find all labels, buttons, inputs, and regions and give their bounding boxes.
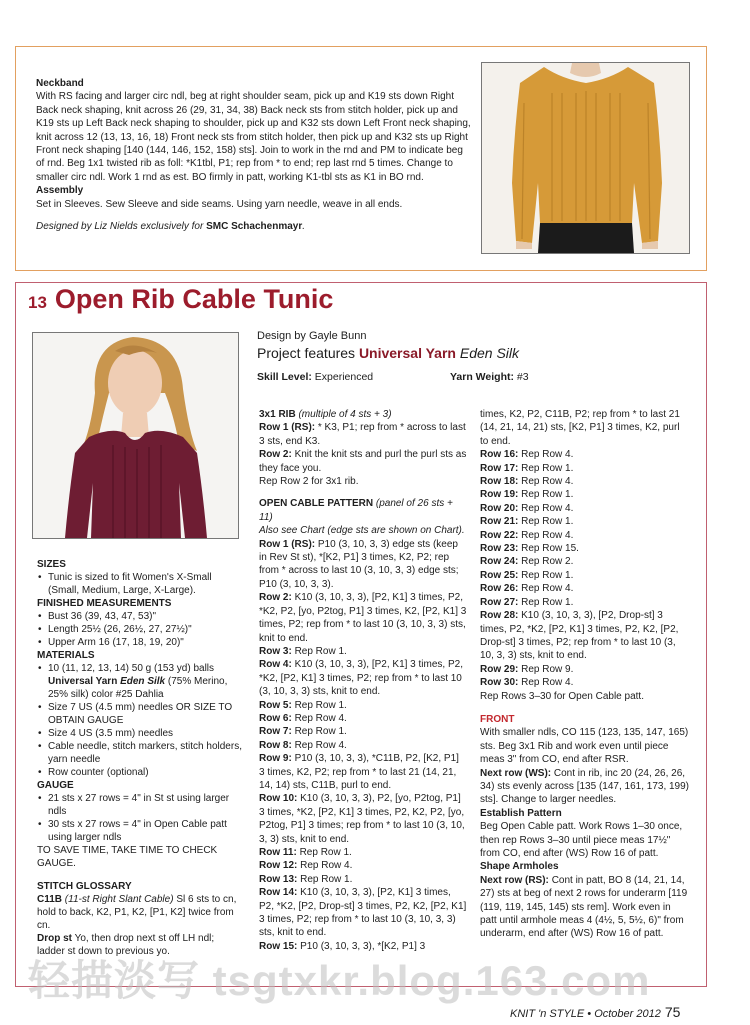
row-label: Row 28: <box>480 610 519 622</box>
c11b-desc: (11-st Right Slant Cable) <box>64 894 174 905</box>
finished-item: • Upper Arm 16 (17, 18, 19, 20)" <box>37 636 243 649</box>
row-text: Rep Row 1. <box>294 726 347 738</box>
materials-yarn-item <box>37 662 243 701</box>
page-number: 75 <box>664 1004 681 1020</box>
row-text: Rep Row 1. <box>521 569 574 581</box>
neckband-heading: Neckband <box>36 78 84 89</box>
watermark: 轻描淡写 tsgtxkr.blog.163.com <box>28 957 651 1004</box>
pattern-row <box>480 529 690 542</box>
project-product: Eden Silk <box>459 345 520 361</box>
row-text: Rep Row 1. <box>299 847 352 858</box>
credit-brand: SMC Schachenmayr <box>206 221 303 233</box>
row-text: Rep Row 1. <box>521 596 574 608</box>
row-text: Rep Row 4. <box>300 860 353 872</box>
pattern-number: 13 <box>28 293 47 312</box>
establish-pattern-heading: Establish Pattern <box>480 807 562 819</box>
row-label: Row 6: <box>259 712 292 724</box>
yarn-weight <box>450 371 529 383</box>
ocp-chart-note <box>259 524 467 537</box>
row-text: Rep Row 1. <box>521 462 574 474</box>
rib-row-1 <box>259 421 467 448</box>
row-text: Rep Row 1. <box>521 516 574 528</box>
rib-heading: 3x1 RIB <box>259 409 296 420</box>
project-brand: Universal Yarn <box>358 345 456 361</box>
row-text: K10 (3, 10, 3, 3), [P2, K1] 3 times, P2, *K2, P2, [yo, P2tog, P1] 3 times, K2, [P2, K1] 3 times, P2; rep from * to last 10 (3, 10, 3, 3) sts, knit to end. <box>259 592 467 644</box>
pattern-row <box>259 591 467 645</box>
row-text: Rep Row 4. <box>521 583 574 595</box>
ocp-note: (panel of 26 sts + 11) <box>259 498 453 523</box>
row-text: Rep Row 15. <box>521 543 579 555</box>
rib-row-text: * K3, P1; rep from * across to last 3 sts, end K3. <box>259 422 466 447</box>
yarn-brand: Universal Yarn <box>48 676 118 687</box>
assembly-paragraph: Set in Sleeves. Sew Sleeve and side seams. Using yarn needle, weave in all ends. <box>36 198 403 210</box>
skill-label: Skill Level: <box>257 371 312 383</box>
row-label: Row 14: <box>259 887 298 899</box>
rib-row-text: Knit the knit sts and purl the purl sts as they face you. <box>259 449 467 474</box>
pattern-row <box>259 538 467 592</box>
c11b-text: Sl 6 sts to cn, hold to back, K2, P1, K2, [P1, K2] twice from cn. <box>37 894 237 931</box>
pattern-row <box>480 515 690 528</box>
tunic-model-illustration <box>33 333 238 538</box>
pattern-title <box>28 284 333 315</box>
row-text: Rep Row 4. <box>294 739 347 751</box>
row-text: Rep Row 4. <box>521 449 574 461</box>
row-label: Row 9: <box>259 753 292 765</box>
next-row-text: Cont in rib, inc 20 (24, 26, 26, 34) sts evenly across [135 (147, 161, 173, 199) sts]. Change to larger needles. <box>480 767 690 806</box>
front-paragraph: With smaller ndls, CO 115 (123, 135, 147, 165) sts. Beg 3x1 Rib and work even until piece meas 3" from CO, end after RSR. <box>480 727 689 766</box>
row-label: Row 3: <box>259 645 292 657</box>
pattern-row <box>259 658 467 698</box>
pattern-row <box>480 663 690 676</box>
row-text: Rep Row 4. <box>521 502 574 514</box>
row-label: Row 1 (RS): <box>259 538 316 550</box>
neckband-paragraph: With RS facing and larger circ ndl, beg at right shoulder seam, pick up and K19 sts down Right Back neck shaping, knit across 26 (29, 31, 34, 38) Back neck sts from stitch holder, pick up and K19 sts up Left Back neck shaping to shoulder, pick up and K32 sts down Left Front neck shaping, knit across 12 (13, 13, 16, 18) Front neck sts from stitch holder, then pick up and K32 sts up Right Front neck shaping [140 (144, 146, 152, 158) sts]. Join to work in the rnd and PM to indicate beg of rnd. Beg 1x1 twisted rib as foll: *K1tbl, P1; rep from * to end; rep last rnd 5 times. Change to smaller circ ndl. Work 1 rnd as est. BO firmly in patt, working K1-tbl sts as K1 in BO rnd. <box>36 91 471 183</box>
rib-row-2 <box>259 448 467 475</box>
col2-rows <box>259 538 467 954</box>
row-label: Row 13: <box>259 873 298 885</box>
row-text: Rep Row 1. <box>294 645 347 657</box>
pattern-row <box>480 502 690 515</box>
row-text: Rep Row 1. <box>300 873 353 885</box>
row-text: Rep Row 9. <box>521 663 574 675</box>
pattern-row <box>480 582 690 595</box>
row-label: Row 18: <box>480 476 519 488</box>
next-row-ws <box>480 767 690 807</box>
neckband-section <box>15 46 707 271</box>
project-prefix: Project features <box>257 345 359 361</box>
pattern-row <box>259 645 467 658</box>
design-by: Design by Gayle Bunn <box>257 330 367 342</box>
row-text: Rep Row 1. <box>521 489 574 501</box>
row-text: K10 (3, 10, 3, 3), [P2, K1] 3 times, P2, *K2, [P2, K1] 3 times, P2; rep from * to last 10 (3, 10, 3, 3) sts, knit to end. <box>259 659 463 698</box>
row-text: P10 (3, 10, 3, 3), *[K2, P1] 3 <box>300 940 426 952</box>
finished-item: • Length 25½ (26, 26½, 27, 27½)" <box>37 623 243 636</box>
row-text: K10 (3, 10, 3, 3), [P2, Drop-st] 3 times, P2, *K2, [P2, K1] 3 times, P2, K2, [P2, Drop-st] 3 times, P2; rep from * to last 10 (3, 10, 3, 3) sts, knit to end. <box>480 610 679 662</box>
glossary-c11b <box>37 893 243 932</box>
pattern-row <box>259 699 467 712</box>
magazine-issue: KNIT 'n STYLE • October 2012 <box>510 1008 661 1020</box>
row-label: Row 11: <box>259 847 297 858</box>
row-text: Rep Row 1. <box>294 699 347 711</box>
materials-item: • Size 4 US (3.5 mm) needles <box>37 727 243 740</box>
establish-pattern-paragraph: Beg Open Cable patt. Work Rows 1–30 once, then rep Rows 3–30 until piece meas 17½" from CO, end after (WS) Row 16 of patt. <box>480 821 683 859</box>
project-features <box>257 345 519 361</box>
ocp-heading-line <box>259 497 467 524</box>
neckband-text-block <box>36 77 474 233</box>
pattern-row <box>480 609 690 663</box>
save-time-note: TO SAVE TIME, TAKE TIME TO CHECK GAUGE. <box>37 845 218 869</box>
pattern-row <box>480 542 690 555</box>
row-text: Rep Row 4. <box>521 529 574 541</box>
rib-note: (multiple of 4 sts + 3) <box>298 409 392 420</box>
row-label: Row 12: <box>259 860 298 872</box>
mustard-sweater-illustration <box>482 63 689 253</box>
row-label: Row 15: <box>259 940 298 952</box>
row-label: Row 21: <box>480 516 519 528</box>
drop-text: Yo, then drop next st off LH ndl; ladder st down to previous yo. <box>37 933 215 957</box>
skill-value: Experienced <box>314 371 374 383</box>
pattern-row <box>259 712 467 725</box>
assembly-heading: Assembly <box>36 185 84 197</box>
yarn-weight-label: Yarn Weight: <box>450 371 514 383</box>
row-label: Row 25: <box>480 569 519 581</box>
mustard-sweater-photo <box>481 62 690 254</box>
armholes-text: Cont in patt, BO 8 (14, 21, 14, 27) sts at beg of next 2 rows for underarm [119 (119, 119, 145, 145) sts rem]. Work even in patt until armhole meas 4 (4½, 5, 5½, 6)" from underarm, end after (WS) Row 16 of patt. <box>480 874 688 940</box>
yarn-product: Eden Silk <box>120 676 166 687</box>
page-footer <box>510 1004 680 1020</box>
repeat-rows-note: Rep Rows 3–30 for Open Cable patt. <box>480 690 644 702</box>
yarn-fiber: (75% Merino, 25% silk) color #25 Dahlia <box>48 676 228 700</box>
ocp-also: Also see Chart (edge sts are shown on Chart). <box>259 525 465 537</box>
pattern-row <box>259 739 467 752</box>
materials-item: • Row counter (optional) <box>37 766 243 779</box>
row-text: Rep Row 4. <box>521 677 574 689</box>
pattern-row <box>480 676 690 689</box>
pattern-row <box>259 725 467 738</box>
row-text: Rep Row 2. <box>521 556 574 568</box>
finished-measurements-heading: FINISHED MEASUREMENTS <box>37 598 172 609</box>
row-label: Row 8: <box>259 739 292 751</box>
drop-term: Drop st <box>37 933 72 944</box>
row-label: Row 29: <box>480 663 519 675</box>
pattern-row <box>480 596 690 609</box>
finished-item: • Bust 36 (39, 43, 47, 53)" <box>37 610 243 623</box>
row-text: P10 (3, 10, 3, 3) edge sts (keep in Rev St st), *[K2, P1] 3 times, K2, P2; rep from * across to last 10 (3, 10, 3, 3) edge sts; P10 (3, 10, 3, 3). <box>259 538 459 590</box>
yarn-weight-value: #3 <box>516 371 529 383</box>
credit-prefix: Designed by Liz Nields exclusively for <box>36 221 207 233</box>
gauge-item: • 21 sts x 27 rows = 4" in St st using larger ndls <box>37 792 243 818</box>
row-text: Rep Row 4. <box>521 476 574 488</box>
yarn-quantity: 10 (11, 12, 13, 14) 50 g (153 yd) balls <box>48 663 215 674</box>
c11b-term: C11B <box>37 894 63 905</box>
rib-and-pattern-column <box>259 408 467 953</box>
pattern-row <box>259 752 467 792</box>
row-label: Row 17: <box>480 462 519 474</box>
pattern-row <box>259 846 467 859</box>
gauge-item: • 30 sts x 27 rows = 4" in Open Cable patt using larger ndls <box>37 818 243 844</box>
pattern-row <box>259 859 467 872</box>
row-label: Row 26: <box>480 583 519 595</box>
row-label: Row 27: <box>480 596 519 608</box>
front-column <box>480 408 690 941</box>
row-label: Row 20: <box>480 502 519 514</box>
pattern-title-text: Open Rib Cable Tunic <box>54 284 334 314</box>
pattern-row <box>480 569 690 582</box>
row-label: Row 4: <box>259 659 292 671</box>
materials-item: • Cable needle, stitch markers, stitch holders, yarn needle <box>37 740 243 766</box>
tunic-model-photo <box>32 332 239 539</box>
pattern-row <box>480 555 690 568</box>
row-label: Row 22: <box>480 529 519 541</box>
row-label: Row 19: <box>480 489 519 501</box>
designer-credit <box>36 220 474 233</box>
row-text: Rep Row 4. <box>294 712 347 724</box>
rib-repeat: Rep Row 2 for 3x1 rib. <box>259 476 359 488</box>
row-label: Row 24: <box>480 556 519 568</box>
shape-armholes-heading: Shape Armholes <box>480 861 559 873</box>
row-text: P10 (3, 10, 3, 3), *C11B, P2, [K2, P1] 3 times, K2, P2; rep from * to last 21 (14, 21, 14, 14) sts, C11B, purl to end. <box>259 753 459 791</box>
rib-heading-line <box>259 408 467 421</box>
pattern-row <box>480 475 690 488</box>
row-text: K10 (3, 10, 3, 3), P2, [yo, P2tog, P1] 3 times, *K2, [P2, K1] 3 times, P2, K2, P2, [yo, P2tog, P1] 3 times; rep from * to last 10 (3, 10, 3, 3) sts, knit to end. <box>259 793 465 845</box>
row-label: Row 7: <box>259 726 292 738</box>
pattern-row <box>259 792 467 846</box>
row-label: Row 10: <box>259 793 298 805</box>
row-label: Row 5: <box>259 699 292 711</box>
row-label: Row 16: <box>480 449 519 461</box>
skill-level <box>257 371 373 383</box>
materials-item: • Size 7 US (4.5 mm) needles OR SIZE TO OBTAIN GAUGE <box>37 701 243 727</box>
row-label: Row 23: <box>480 543 519 555</box>
next-row-label: Next row (WS): <box>480 767 552 779</box>
sizes-item: • Tunic is sized to fit Women's X-Small (Small, Medium, Large, X-Large). <box>37 571 243 597</box>
materials-heading: MATERIALS <box>37 650 95 661</box>
row-15-continued: times, K2, P2, C11B, P2; rep from * to last 21 (14, 21, 14, 21) sts, [K2, P1] 3 times, K2, purl to end. <box>480 409 680 447</box>
pattern-row <box>480 462 690 475</box>
armholes-label: Next row (RS): <box>480 874 549 886</box>
stitch-glossary-heading: STITCH GLOSSARY <box>37 881 132 892</box>
row-label: Row 30: <box>480 677 519 689</box>
ocp-heading: OPEN CABLE PATTERN <box>259 498 374 510</box>
pattern-row <box>480 448 690 461</box>
rib-row-label: Row 1 (RS): <box>259 422 316 434</box>
materials-column <box>37 558 243 958</box>
sizes-heading: SIZES <box>37 559 66 570</box>
row-text: K10 (3, 10, 3, 3), [P2, K1] 3 times, P2, *K2, [P2, Drop-st] 3 times, P2, K2, [P2, K1] 3 times, P2; rep from * to last 10 (3, 10, 3, 3) sts, knit to end. <box>259 887 467 939</box>
rib-row-label: Row 2: <box>259 449 292 461</box>
armholes-row <box>480 874 690 941</box>
gauge-heading: GAUGE <box>37 780 74 791</box>
pattern-row <box>259 873 467 886</box>
row-label: Row 2: <box>259 592 292 604</box>
pattern-row <box>480 488 690 501</box>
front-heading: FRONT <box>480 713 515 725</box>
credit-suffix: . <box>302 221 306 233</box>
pattern-section <box>15 282 707 987</box>
pattern-row <box>259 886 467 940</box>
